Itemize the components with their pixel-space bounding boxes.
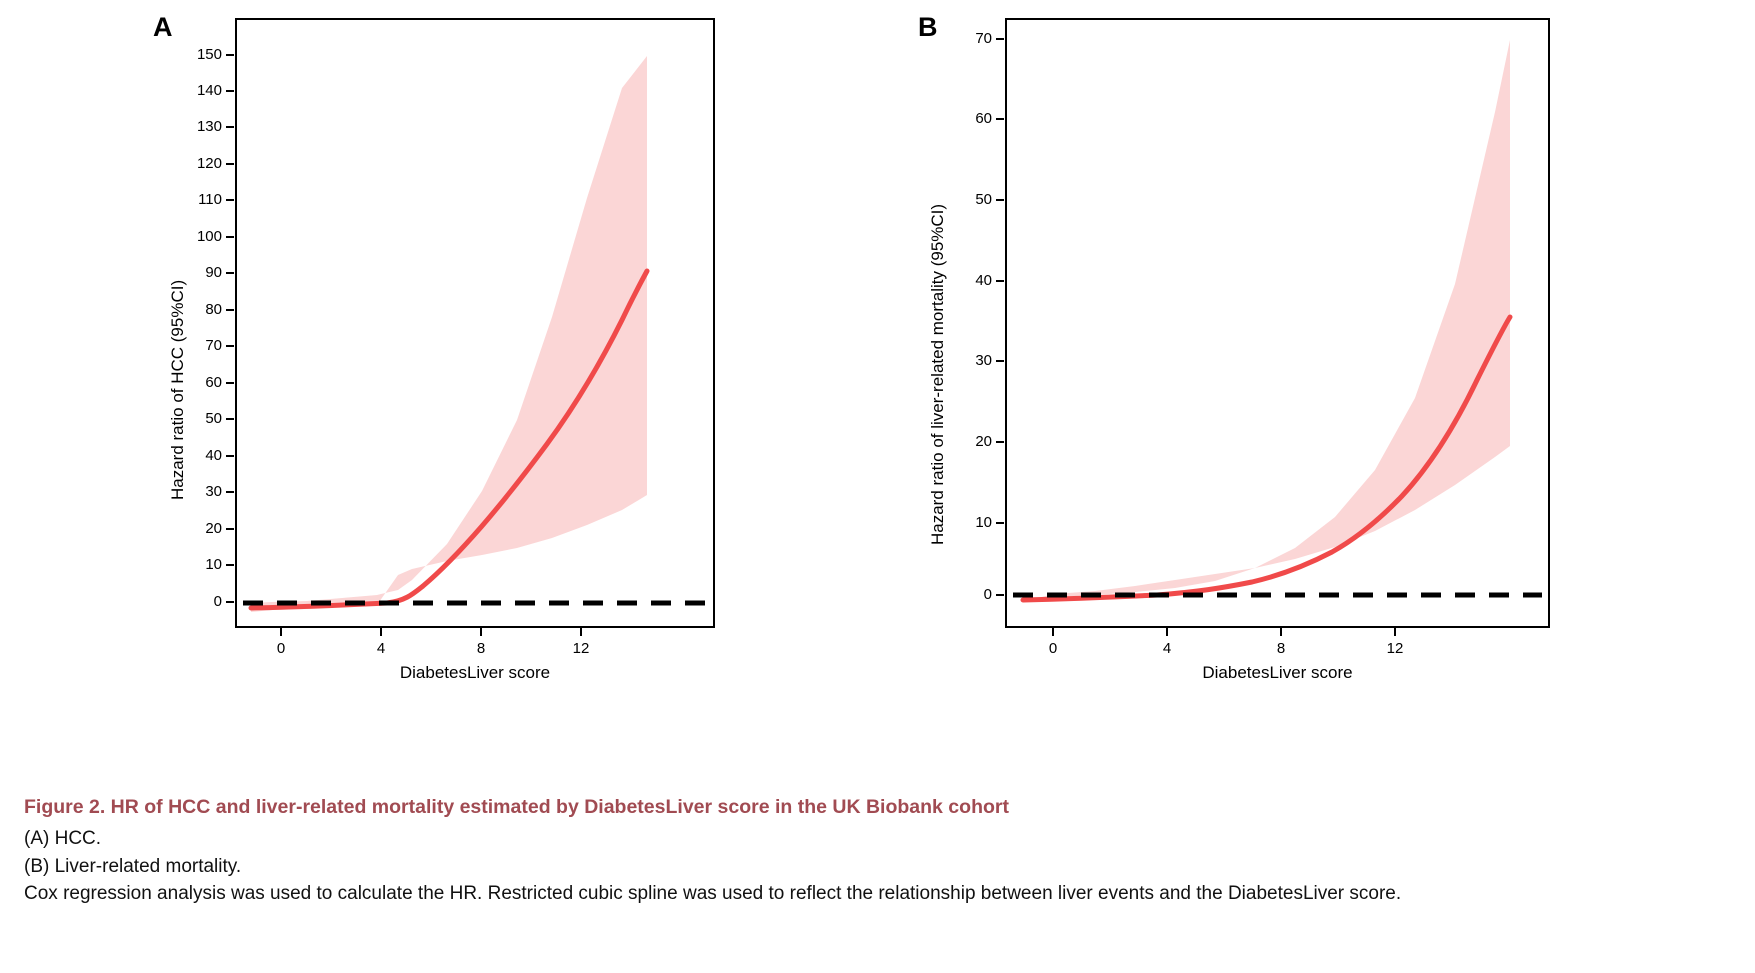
panel-a-ytick-30: 30 (205, 483, 222, 500)
panel-a-ytick-140: 140 (196, 82, 222, 99)
panel-a-xtick-mark (480, 628, 482, 636)
panel-a-x-axis-title: DiabetesLiver score (399, 663, 551, 682)
panel-a-ytick-50: 50 (205, 410, 222, 427)
panel-a-xtick-8: 8 (476, 640, 486, 657)
panel-a-ytick-mark (226, 418, 234, 420)
panel-a-ytick-mark (226, 455, 234, 457)
panel-a-ytick-70: 70 (205, 337, 222, 354)
panel-a-xtick-0: 0 (276, 640, 286, 657)
figure-caption (24, 793, 1724, 908)
panel-b-xtick-8: 8 (1276, 640, 1286, 657)
caption-title: Figure 2. HR of HCC and liver-related mortality estimated by DiabetesLiver score in the UK Biobank cohort (24, 796, 1009, 818)
panel-b-ytick-50: 50 (975, 191, 992, 208)
panel-b-plot-area (1005, 18, 1550, 628)
panel-a-ytick-10: 10 (205, 556, 222, 573)
panel-b-xtick-mark (1052, 628, 1054, 636)
panel-a-ytick-mark (226, 90, 234, 92)
panel-a-ytick-mark (226, 199, 234, 201)
panel-b-ytick-mark (996, 199, 1004, 201)
panel-a-xtick-12: 12 (572, 640, 590, 657)
panel-a-ytick-0: 0 (213, 593, 222, 610)
panel-a-ytick-150: 150 (196, 46, 222, 63)
panel-b-xtick-4: 4 (1162, 640, 1172, 657)
panel-a-ytick-60: 60 (205, 374, 222, 391)
panel-b-ytick-mark (996, 522, 1004, 524)
panel-b-ytick-mark (996, 594, 1004, 596)
panel-b-ytick-40: 40 (975, 272, 992, 289)
panel-a-ytick-mark (226, 564, 234, 566)
panel-b-xtick-mark (1166, 628, 1168, 636)
panel-b (900, 0, 1700, 770)
panel-a-ytick-40: 40 (205, 447, 222, 464)
panel-a-ci-band (251, 56, 647, 612)
panel-a-ytick-mark (226, 163, 234, 165)
panel-a-svg (237, 20, 713, 626)
panel-a-xtick-mark (280, 628, 282, 636)
panel-b-letter: B (918, 12, 938, 42)
panel-b-ci-band (1023, 40, 1510, 601)
caption-methods-note: Cox regression analysis was used to calculate the HR. Restricted cubic spline was used to reflect the relationship between liver events and the DiabetesLiver score. (24, 883, 1402, 905)
panel-a-ytick-20: 20 (205, 520, 222, 537)
panel-a-ytick-mark (226, 126, 234, 128)
panel-a-ytick-mark (226, 382, 234, 384)
panel-b-ytick-0: 0 (983, 586, 992, 603)
panel-b-ytick-60: 60 (975, 110, 992, 127)
panel-b-ytick-mark (996, 360, 1004, 362)
panel-b-svg (1007, 20, 1548, 626)
panel-b-ytick-10: 10 (975, 514, 992, 531)
panel-a-letter: A (153, 12, 173, 42)
panel-a-ytick-mark (226, 236, 234, 238)
caption-panel-b: (B) Liver-related mortality. (24, 855, 242, 877)
panel-a-y-axis-title: Hazard ratio of HCC (95%CI) (168, 279, 187, 500)
panel-a-ytick-mark (226, 491, 234, 493)
panel-a-ytick-mark (226, 272, 234, 274)
panel-b-ytick-30: 30 (975, 352, 992, 369)
panel-b-ytick-mark (996, 118, 1004, 120)
panel-a-xtick-mark (580, 628, 582, 636)
panel-a-ytick-120: 120 (196, 155, 222, 172)
panel-b-x-axis-title: DiabetesLiver score (1202, 663, 1353, 682)
panel-a-ytick-80: 80 (205, 301, 222, 318)
panel-b-ytick-mark (996, 441, 1004, 443)
panel-a-ytick-mark (226, 54, 234, 56)
panel-a-ytick-90: 90 (205, 264, 222, 281)
panel-a-ytick-110: 110 (198, 191, 222, 208)
panel-a-ytick-mark (226, 601, 234, 603)
panel-a-xtick-4: 4 (376, 640, 386, 657)
panel-a-ytick-100: 100 (196, 228, 222, 245)
panel-a-ytick-mark (226, 345, 234, 347)
panel-b-xtick-mark (1394, 628, 1396, 636)
panel-a-ytick-mark (226, 528, 234, 530)
panel-b-ytick-20: 20 (975, 433, 992, 450)
panel-b-ytick-mark (996, 280, 1004, 282)
panel-a-xtick-mark (380, 628, 382, 636)
panel-b-xtick-12: 12 (1386, 640, 1404, 657)
panel-a-plot-area (235, 18, 715, 628)
panel-b-xtick-mark (1280, 628, 1282, 636)
panel-a-ytick-130: 130 (196, 118, 222, 135)
panel-a-ytick-mark (226, 309, 234, 311)
panel-b-y-axis-title: Hazard ratio of liver-related mortality (95%CI) (928, 203, 947, 545)
panel-b-ytick-mark (996, 38, 1004, 40)
panel-a (130, 0, 930, 770)
caption-panel-a: (A) HCC. (24, 828, 102, 850)
panel-b-ytick-70: 70 (975, 30, 992, 47)
panel-b-xtick-0: 0 (1048, 640, 1058, 657)
